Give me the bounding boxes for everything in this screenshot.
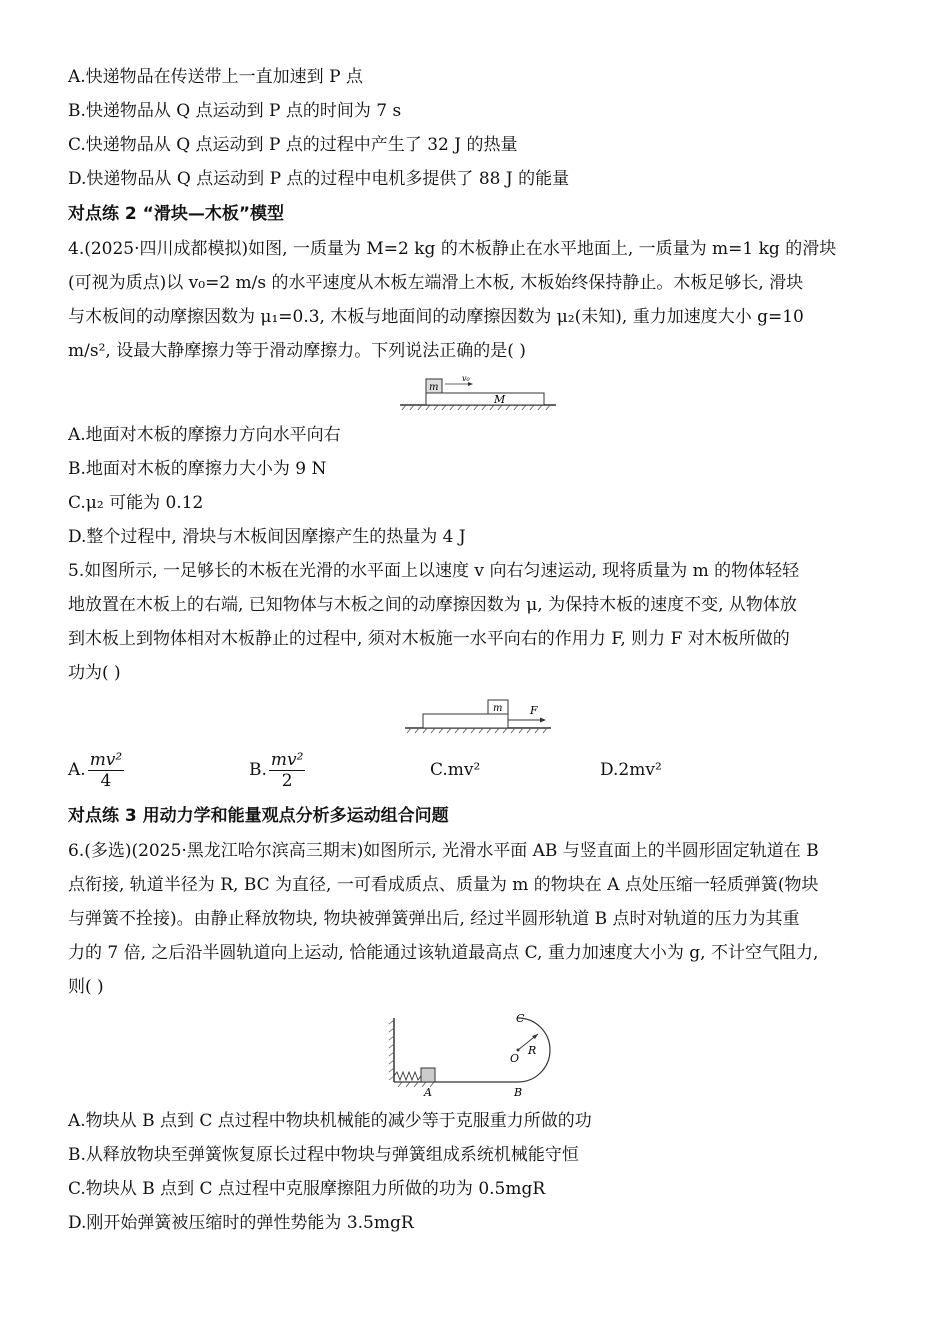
q6-fig-point-b: B xyxy=(514,1086,523,1099)
q6-option-c: C.物块从 B 点到 C 点过程中克服摩擦阻力所做的功为 0.5mgR xyxy=(68,1179,546,1199)
q4-option-b: B.地面对木板的摩擦力大小为 9 N xyxy=(68,459,327,479)
q4-fig-block-label: m xyxy=(429,382,439,393)
q5-option-b-fraction: $\frac{\text{mv²}}{2}$ xyxy=(270,749,304,791)
q6-fig-radius-label: R xyxy=(528,1044,537,1057)
q5-fig-block-label: m xyxy=(493,703,503,714)
q5-line-4: 功为( ) xyxy=(68,663,121,683)
document-page xyxy=(68,60,888,1240)
q5-option-d: D.2mv² xyxy=(600,760,662,780)
q6-line-2: 点衔接, 轨道半径为 R, BC 为直径, 一可看成质点、质量为 m 的物块在 A 点处压缩一轻质弹簧(物块 xyxy=(68,875,819,895)
q5-line-3: 到木板上到物体相对木板静止的过程中, 须对木板施一水平向右的作用力 F, 则力 F 对木板所做的 xyxy=(68,629,790,649)
q5-option-b: B. $\frac{\text{mv²}}{2}$ xyxy=(249,749,304,791)
q3-option-c: C.快递物品从 Q 点运动到 P 点的过程中产生了 32 J 的热量 xyxy=(68,135,518,155)
q5-fig-force-label: F xyxy=(530,704,538,717)
q3-option-b: B.快递物品从 Q 点运动到 P 点的时间为 7 s xyxy=(68,101,402,121)
section-heading-2: 对点练 2 “滑块—木板”模型 xyxy=(68,204,285,224)
q6-option-b: B.从释放物块至弹簧恢复原长过程中物块与弹簧组成系统机械能守恒 xyxy=(68,1145,579,1165)
q3-option-a: A.快递物品在传送带上一直加速到 P 点 xyxy=(68,67,363,87)
q5-options xyxy=(68,742,888,798)
q4-line-3: 与木板间的动摩擦因数为 μ₁=0.3, 木板与地面间的动摩擦因数为 μ₂(未知), 重力加速度大小 g=10 xyxy=(68,307,804,327)
q4-figure xyxy=(68,374,888,414)
q5-line-1: 5.如图所示, 一足够长的木板在光滑的水平面上以速度 v 向右匀速运动, 现将质量为 m 的物体轻轻 xyxy=(68,561,800,581)
q6-fig-point-c: C xyxy=(516,1012,525,1025)
q4-line-2: (可视为质点)以 v₀=2 m/s 的水平速度从木板左端滑上木板, 木板始终保持静止。木板足够长, 滑块 xyxy=(68,273,804,293)
q5-option-a: A. $\frac{\text{mv²}}{4}$ xyxy=(68,749,123,791)
q6-line-3: 与弹簧不拴接)。由静止释放物块, 物块被弹簧弹出后, 经过半圆形轨道 B 点时对轨道的压力为其重 xyxy=(68,909,800,929)
q5-option-c: C.mv² xyxy=(430,760,481,780)
q4-fig-velocity-label: v₀ xyxy=(462,374,470,383)
semicircle-track-diagram xyxy=(388,1010,568,1100)
q5-option-a-fraction: $\frac{\text{mv²}}{4}$ xyxy=(89,749,123,791)
q4-option-a: A.地面对木板的摩擦力方向水平向右 xyxy=(68,425,341,445)
block-board-diagram xyxy=(398,374,558,414)
q6-option-d: D.刚开始弹簧被压缩时的弹性势能为 3.5mgR xyxy=(68,1213,414,1233)
q5-figure xyxy=(68,696,888,738)
q5-line-2: 地放置在木板上的右端, 已知物体与木板之间的动摩擦因数为 μ, 为保持木板的速度不变, 从物体放 xyxy=(68,595,797,615)
q6-figure xyxy=(68,1010,888,1100)
q3-option-d: D.快递物品从 Q 点运动到 P 点的过程中电机多提供了 88 J 的能量 xyxy=(68,169,570,189)
q4-line-1: 4.(2025·四川成都模拟)如图, 一质量为 M=2 kg 的木板静止在水平地面上, 一质量为 m=1 kg 的滑块 xyxy=(68,239,837,259)
q6-fig-point-a: A xyxy=(424,1086,432,1099)
q6-line-1: 6.(多选)(2025·黑龙江哈尔滨高三期末)如图所示, 光滑水平面 AB 与竖直面上的半圆形固定轨道在 B xyxy=(68,841,819,861)
q6-option-a: A.物块从 B 点到 C 点过程中物块机械能的减少等于克服重力所做的功 xyxy=(68,1111,592,1131)
section-heading-3: 对点练 3 用动力学和能量观点分析多运动组合问题 xyxy=(68,806,449,826)
q4-option-d: D.整个过程中, 滑块与木板间因摩擦产生的热量为 4 J xyxy=(68,527,466,547)
q4-option-c: C.μ₂ 可能为 0.12 xyxy=(68,493,204,513)
q6-fig-center-o: O xyxy=(510,1052,520,1065)
moving-board-diagram xyxy=(403,696,553,738)
q4-fig-board-label: M xyxy=(494,393,506,406)
q6-line-4: 力的 7 倍, 之后沿半圆轨道向上运动, 恰能通过该轨道最高点 C, 重力加速度大小为 g, 不计空气阻力, xyxy=(68,943,819,963)
q6-line-5: 则( ) xyxy=(68,977,104,997)
q4-line-4: m/s², 设最大静摩擦力等于滑动摩擦力。下列说法正确的是( ) xyxy=(68,341,526,361)
